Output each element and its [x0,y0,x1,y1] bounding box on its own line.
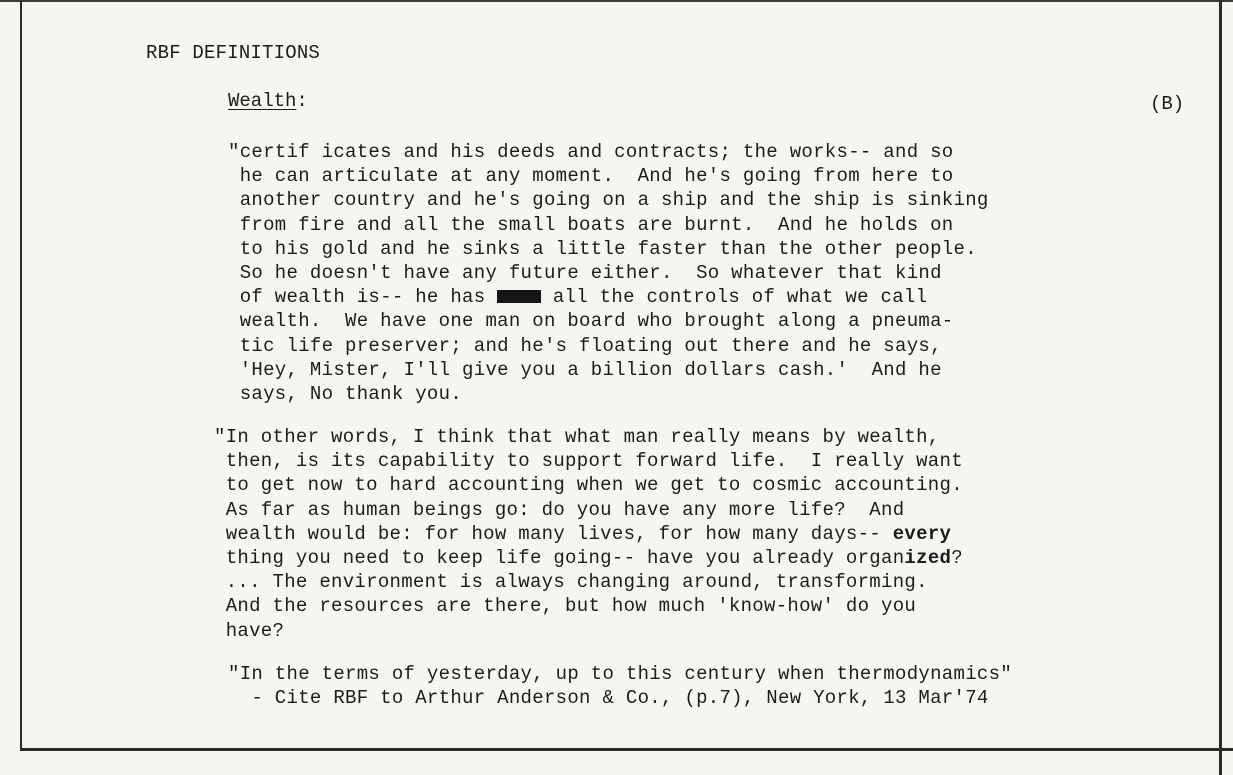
paragraph-3-citation: "In the terms of yesterday, up to this century when thermodynamics" - Cite RBF to Arthur Anderson & Co., (p.7), New York, 13 Mar'74 [228,663,1013,710]
right-border [1219,0,1222,775]
paragraph-1-text: "certif icates and his deeds and contracts; the works-- and so he can articulate at any moment. And he's going from here to another country and he's going on a ship and the ship is sinking from fire and all the small boats are burnt. And he holds on to his gold and he sinks a little faster than the other people. So he doesn't have any future either. So whatever that kind of wealth is-- he has [228,141,989,309]
overtyped-word-1: every [892,522,952,545]
document-heading: RBF DEFINITIONS [146,42,321,64]
definition-subject [228,90,308,112]
bottom-border [20,748,1233,751]
left-border [20,0,22,750]
paragraph-1-continued: all the controls of what we call wealth. We have one man on board who brought along a pneuma- tic life preserver; and he's floating out there and he says, 'Hey, Mister, I'll give you a billion dollars cash.' And he says, No thank you. [239,286,954,406]
subject-suffix: : [296,90,308,112]
paragraph-2-text-a: "In other words, I think that what man really means by wealth, then, is its capability to support forward life. I really want to get now to hard accounting when we get to cosmic accounting. As far as human beings go: do you have any more life? And wealth would be: for how many lives, for how many days-- [214,426,963,545]
subject-word: Wealth [228,90,297,112]
paragraph-1 [228,140,989,406]
paragraph-2 [214,425,963,643]
paragraph-2-text-c: ? ... The environment is always changing around, transforming. And the resources are there, but how much 'know-how' do you have? [225,547,963,642]
paragraph-2-text-b: thing you need to keep life going-- have you already organ [225,547,905,570]
overtyped-word-2: ized [904,547,952,570]
top-border [0,0,1233,2]
redaction-mark [497,290,541,303]
category-label: (B) [1150,93,1185,115]
